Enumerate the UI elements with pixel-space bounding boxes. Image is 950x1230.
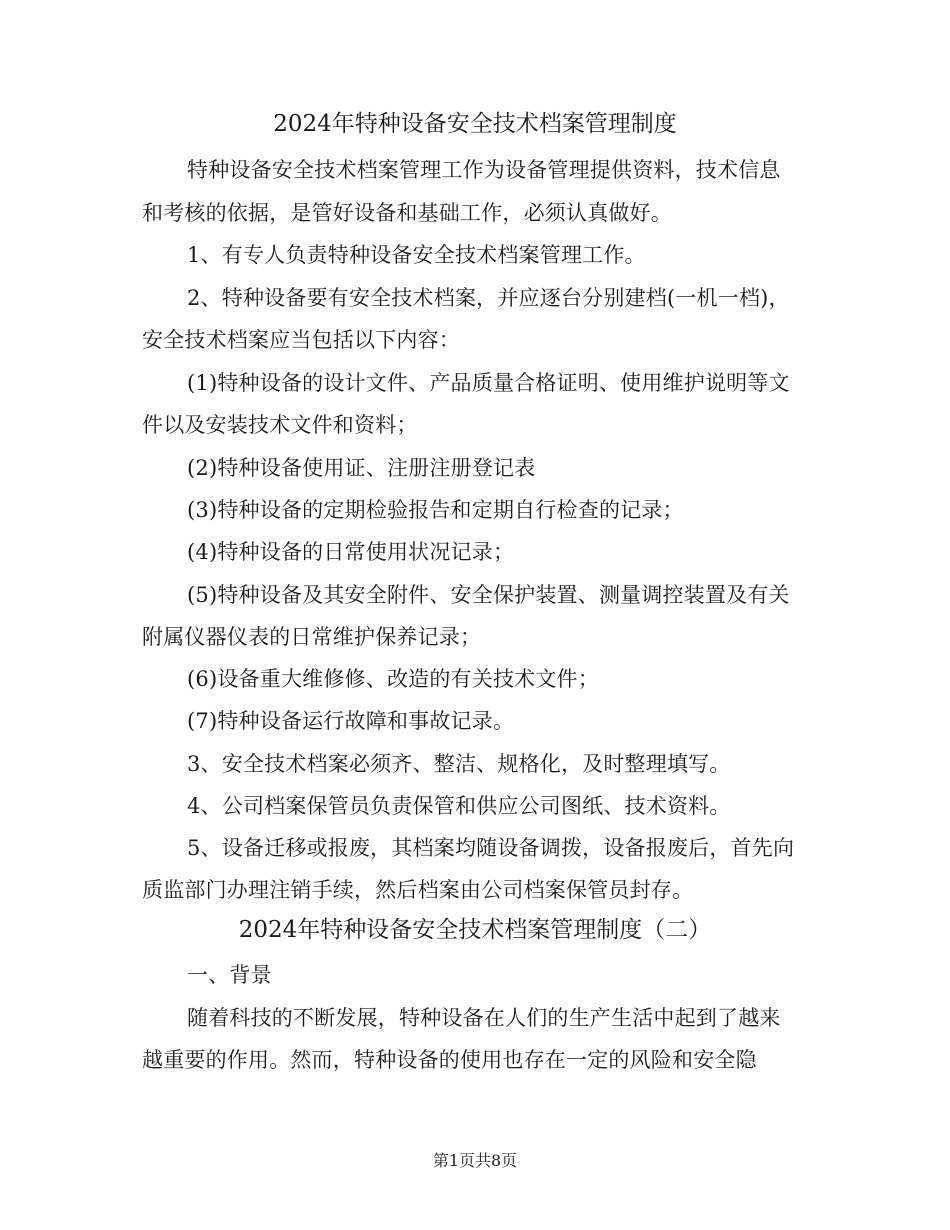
document-title: 2024年特种设备安全技术档案管理制度 xyxy=(273,111,677,137)
sub-item-5-line-2: 附属仪器仪表的日常维护保养记录； xyxy=(142,625,482,649)
sub-item-6: (6)设备重大维修修、改造的有关技术文件； xyxy=(187,667,599,691)
item-5-line-2: 质监部门办理注销手续，然后档案由公司档案保管员封存。 xyxy=(142,878,694,902)
item-5-line-1: 5、设备迁移或报废，其档案均随设备调拨，设备报废后，首先向 xyxy=(187,836,795,860)
sub-item-1-line-2: 件以及安装技术文件和资料； xyxy=(142,413,418,437)
item-3: 3、安全技术档案必须齐、整洁、规格化，及时整理填写。 xyxy=(187,752,731,776)
sub-item-3: (3)特种设备的定期检验报告和定期自行检查的记录； xyxy=(187,498,684,522)
item-2-line-1: 2、特种设备要有安全技术档案，并应逐台分别建档(一机一档)， xyxy=(187,286,790,310)
section-1-body-line-1: 随着科技的不断发展，特种设备在人们的生产生活中起到了越来 xyxy=(187,1006,781,1030)
sub-item-4: (4)特种设备的日常使用状况记录； xyxy=(187,540,515,564)
section-1-heading: 一、背景 xyxy=(187,963,272,987)
page-indicator: 第1页共8页 xyxy=(432,1151,518,1170)
sub-item-2: (2)特种设备使用证、注册注册登记表 xyxy=(187,456,536,480)
section-title-2: 2024年特种设备安全技术档案管理制度（二） xyxy=(238,917,712,943)
intro-line-1: 特种设备安全技术档案管理工作为设备管理提供资料，技术信息 xyxy=(187,158,781,182)
sub-item-1-line-1: (1)特种设备的设计文件、产品质量合格证明、使用维护说明等文 xyxy=(187,371,790,395)
sub-item-5-line-1: (5)特种设备及其安全附件、安全保护装置、测量调控装置及有关 xyxy=(187,583,790,607)
item-4: 4、公司档案保管员负责保管和供应公司图纸、技术资料。 xyxy=(187,794,731,818)
sub-item-7: (7)特种设备运行故障和事故记录。 xyxy=(187,709,515,733)
item-2-line-2: 安全技术档案应当包括以下内容： xyxy=(142,328,460,352)
item-1: 1、有专人负责特种设备安全技术档案管理工作。 xyxy=(187,243,646,267)
section-1-body-line-2: 越重要的作用。然而，特种设备的使用也存在一定的风险和安全隐 xyxy=(142,1048,757,1072)
intro-line-2: 和考核的依据，是管好设备和基础工作，必须认真做好。 xyxy=(142,201,672,225)
